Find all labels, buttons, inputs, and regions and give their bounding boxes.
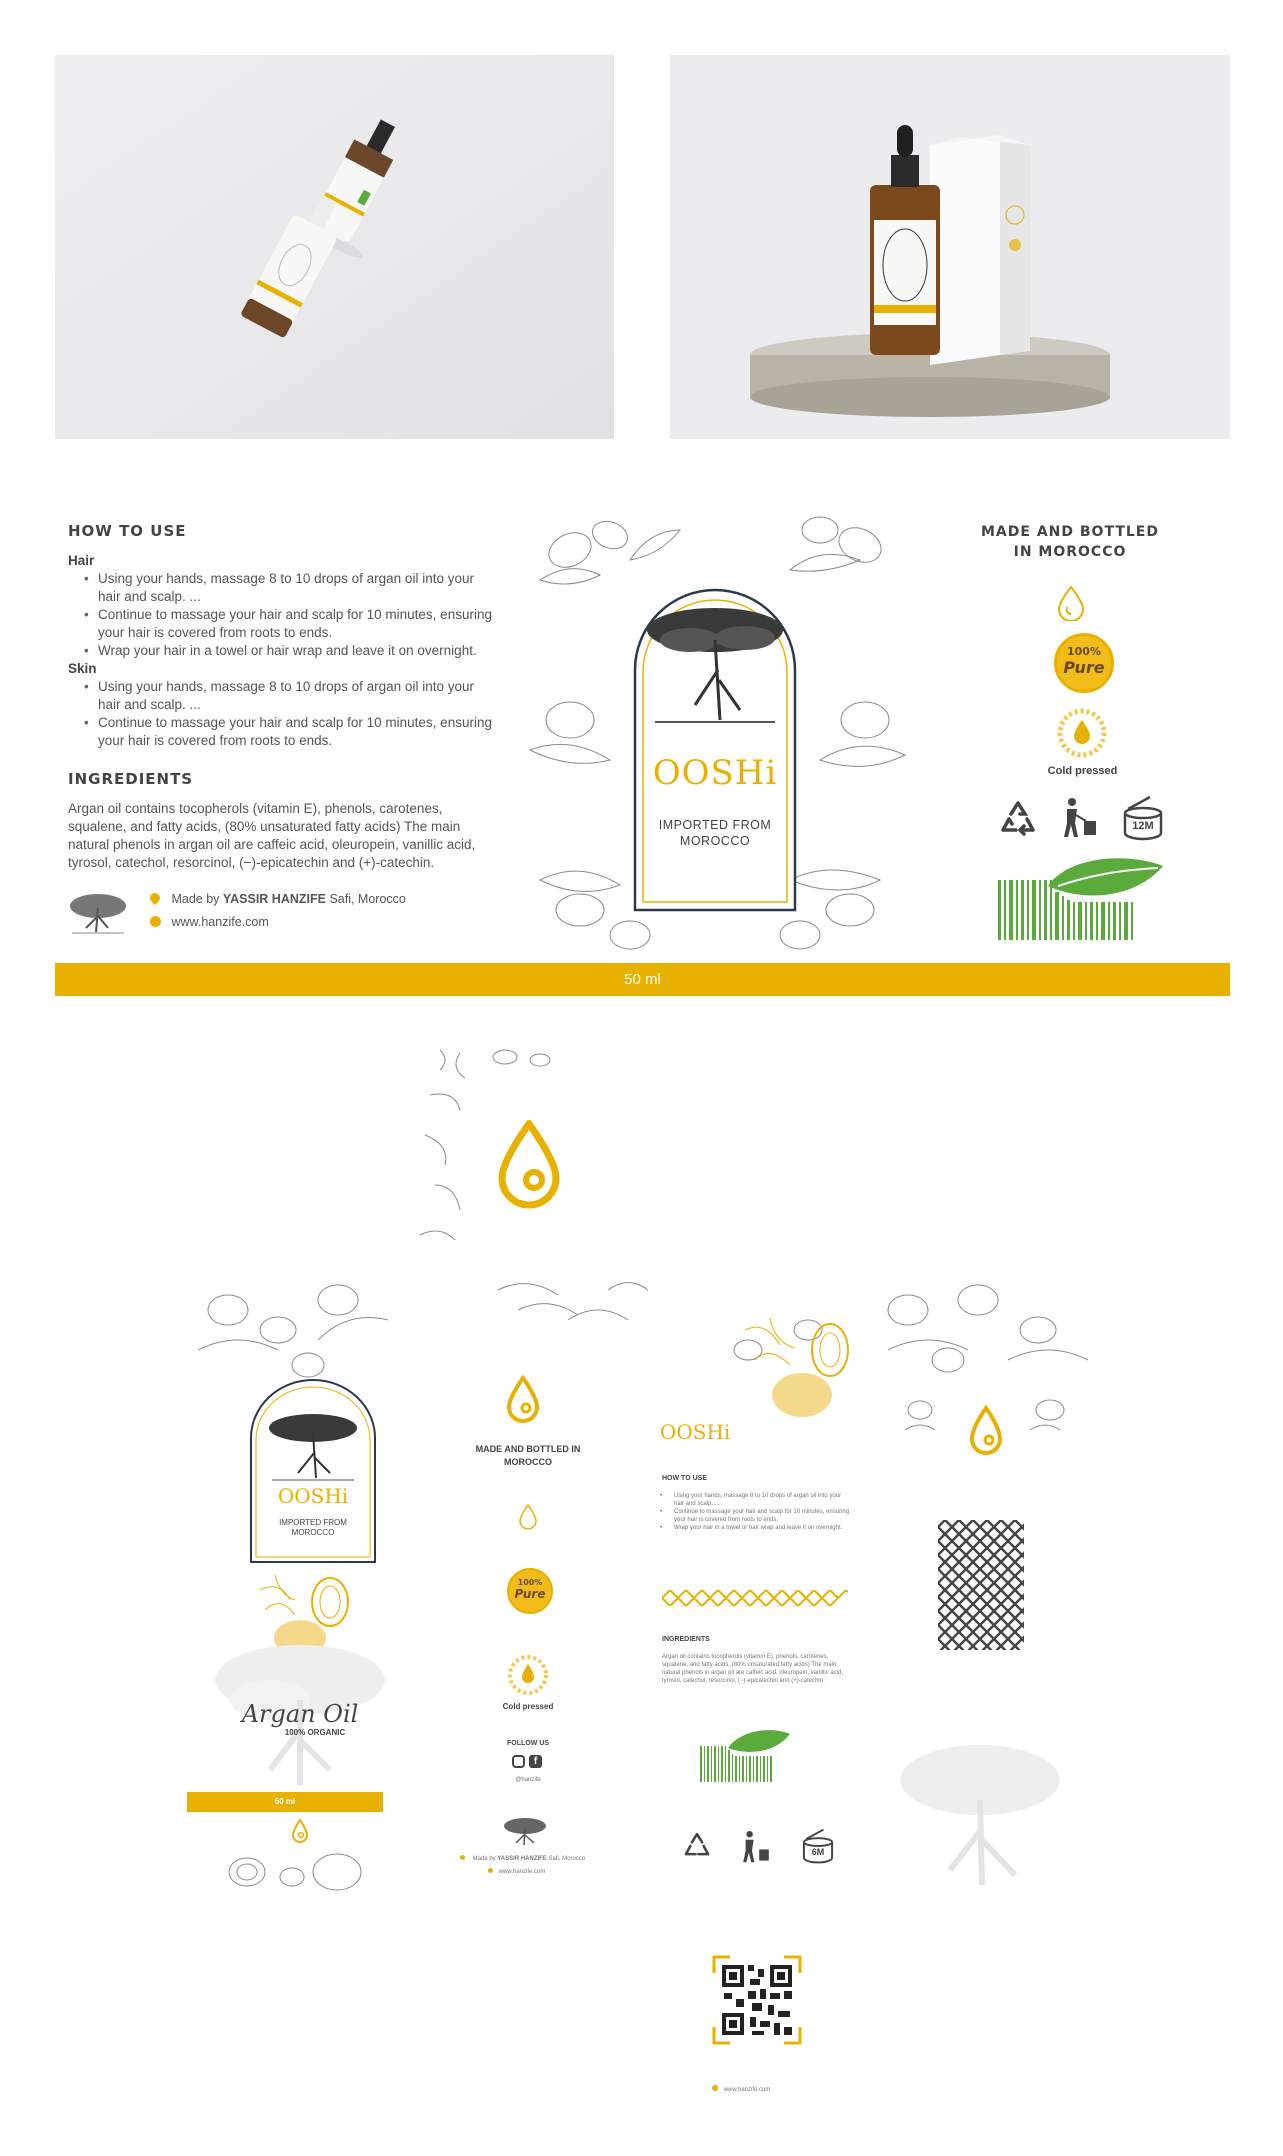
made-bottled-line-2: IN MOROCCO: [1013, 544, 1127, 560]
small-imported-line-2: MOROCCO: [291, 1528, 335, 1537]
panel-maker-name: YASSIR HANZIFE: [497, 1856, 547, 1862]
panel-pin-icon: [460, 1855, 465, 1860]
back-gold-fruit-art: [740, 1310, 850, 1420]
panel-oil-drop-icon: [517, 1503, 539, 1531]
badges-column: [980, 522, 1160, 562]
list-item: • Continue to massage your hair and scalp for 10 minutes, ensuring your hair is covered from roots to ends.: [98, 606, 498, 642]
back-tidyman-icon: [740, 1830, 772, 1864]
back-pao-icon: [800, 1828, 836, 1864]
panel-made-bottled: [458, 1443, 598, 1469]
panel-pure-top: 100%: [517, 1578, 543, 1587]
how-to-use-title: HOW TO USE: [68, 522, 187, 540]
panel-website[interactable]: www.hanzife.com: [498, 1869, 546, 1875]
berber-pattern-strip: [662, 1590, 848, 1606]
back-barcode-icon: [700, 1728, 792, 1784]
back-ingredients: [662, 1636, 852, 1685]
cold-pressed-icon: [1054, 705, 1110, 761]
pao-jar-icon: [1120, 795, 1166, 841]
panel-pure-bottom: Pure: [514, 1587, 546, 1601]
pure-badge-bottom: Pure: [1063, 658, 1105, 677]
pure-badge-top: 100%: [1067, 645, 1101, 658]
qr-code[interactable]: [712, 1955, 802, 2045]
barcode-leaf-icon: [998, 856, 1168, 942]
panel-maker-location: Safi, Morocco: [548, 1856, 586, 1862]
qr-website[interactable]: www.hanzife.com: [723, 2087, 771, 2093]
list-item: • Continue to massage your hair and scalp for 10 minutes, ensuring your hair is covered from roots to ends.: [98, 714, 498, 750]
ingredients-section: [68, 770, 498, 872]
made-bottled-line-1: MADE AND BOTTLED: [981, 524, 1159, 540]
side-nuts-line-art: [900, 1380, 1070, 1440]
web-icon: [150, 916, 161, 927]
back-recycle-icon: [682, 1832, 712, 1860]
social-icons: [512, 1755, 548, 1771]
front-label-panel: [520, 490, 910, 960]
ingredients-text: Argan oil contains tocopherols (vitamin E), phenols, carotenes, squalene, and fatty acids, (80% unsaturated fatty acids) The main natural phenols in argan oil are caffeic acid, oleuropein, vanillic acid, tyrosol, catechol, resorcinol, (−)-epicatechin and (+)-catechin.: [68, 801, 476, 870]
imported-line-1: IMPORTED FROM: [658, 818, 772, 832]
panel-drop-logo: [505, 1375, 541, 1425]
social-handle[interactable]: @hanzife: [515, 1777, 541, 1783]
argan-tree-icon: [68, 888, 128, 936]
panel-tree-icon: [502, 1815, 548, 1847]
back-ingredients-title: INGREDIENTS: [662, 1636, 710, 1643]
cold-pressed-label: Cold pressed: [1047, 765, 1118, 777]
side-faded-tree-art: [890, 1730, 1070, 1890]
how-to-use-section: [68, 522, 498, 750]
panel-web-row: [488, 1868, 588, 1876]
list-item: • Using your hands, massage 8 to 10 drops of argan oil into your hair and scalp. ...: [98, 678, 498, 714]
small-brand-logo: OOSHi: [277, 1484, 349, 1508]
brand-drop-logo-large: [494, 1120, 564, 1210]
list-item: • Wrap your hair in a towel or hair wrap and leave it on overnight.: [98, 642, 498, 660]
qr-web-row: [712, 2085, 832, 2094]
imported-line-2: MOROCCO: [679, 834, 751, 848]
panel-pure-badge: [507, 1568, 553, 1614]
follow-us-label: FOLLOW US: [507, 1740, 549, 1747]
bottles-illustration: [55, 55, 614, 439]
panel-web-icon: [488, 1868, 493, 1873]
argan-organic-label: 100% ORGANIC: [284, 1728, 346, 1737]
instagram-icon[interactable]: [512, 1755, 525, 1768]
side-panels-line-art: [188, 1270, 1098, 1390]
made-by-label: Made by: [171, 892, 220, 906]
website-link[interactable]: www.hanzife.com: [171, 915, 269, 929]
list-item: • Using your hands, massage 8 to 10 drops of argan oil into your hair and scalp. ...: [98, 570, 498, 606]
list-item: • Using your hands, massage 8 to 10 drops of argan oil into your hair and scalp. ...: [674, 1492, 852, 1508]
oil-drop-icon: [1056, 585, 1086, 621]
location-pin-icon: [148, 891, 162, 905]
botanical-line-art: [520, 490, 910, 960]
back-hair-list: [662, 1492, 852, 1532]
back-ingredients-text: Argan oil contains tocopherols (vitamin E), phenols, carotenes, squalene, and fatty acids, (80% unsaturated fatty acids) The main natural phenols in argan oil are caffeic acid, oleuropein, vanillic acid, tyrosol, catechol, resorcinol, (−)-epicatechin and (+)-catechin.: [662, 1654, 843, 1684]
small-front-label: [248, 1378, 378, 1566]
geometric-pattern: [938, 1520, 1024, 1650]
product-photo-bottle-and-box: [670, 55, 1230, 439]
qr-web-icon: [712, 2085, 718, 2091]
panel-cold-pressed-icon: [505, 1652, 551, 1698]
back-how-to-use: [662, 1475, 852, 1532]
panel-made-by: Made by: [472, 1856, 496, 1862]
pao-12m-label: 12M: [1132, 820, 1154, 832]
panel-made-bottled-2: MOROCCO: [504, 1457, 552, 1467]
ingredients-title: INGREDIENTS: [68, 770, 194, 788]
imported-from: [520, 817, 910, 849]
maker-row: [68, 888, 508, 940]
back-brand-logo: OOSHi: [660, 1420, 731, 1444]
bottle-box-illustration: [670, 55, 1230, 439]
small-imported-line-1: IMPORTED FROM: [279, 1518, 347, 1527]
argan-oil-script: Argan Oil: [241, 1700, 359, 1728]
made-bottled-title: [980, 522, 1160, 562]
tidyman-icon: [1060, 797, 1100, 839]
skin-label: Skin: [68, 661, 97, 676]
hair-list: [68, 570, 498, 660]
small-volume-bar: 50 ml: [187, 1792, 383, 1812]
qr-code-graphic: [712, 1955, 802, 2045]
volume-bar: 50 ml: [55, 963, 1230, 996]
panel-maker-row: [460, 1855, 600, 1863]
list-item: • Wrap your hair in a towel or hair wrap and leave it on overnight.: [674, 1524, 852, 1532]
recycle-icon: [998, 800, 1038, 838]
brand-logo: OOSHi: [652, 753, 778, 793]
pure-badge: [1054, 633, 1114, 693]
skin-list: [68, 678, 498, 750]
maker-location: Safi, Morocco: [329, 892, 406, 906]
panel-cold-pressed-label: Cold pressed: [502, 1702, 554, 1711]
back-how-to-use-title: HOW TO USE: [662, 1475, 707, 1482]
pao-6m-label: 6M: [811, 1847, 825, 1857]
hair-label: Hair: [68, 553, 95, 568]
panel-made-bottled-1: MADE AND BOTTLED IN: [475, 1444, 581, 1454]
argan-nuts-line-art: [222, 1845, 372, 1895]
maker-name: YASSIR HANZIFE: [222, 892, 326, 906]
small-drop-icon: [291, 1818, 309, 1844]
product-photo-bottles-lying: [55, 55, 614, 439]
list-item: • Continue to massage your hair and scalp for 10 minutes, ensuring your hair is covered from roots to ends.: [674, 1508, 852, 1524]
facebook-icon[interactable]: f: [529, 1755, 542, 1768]
